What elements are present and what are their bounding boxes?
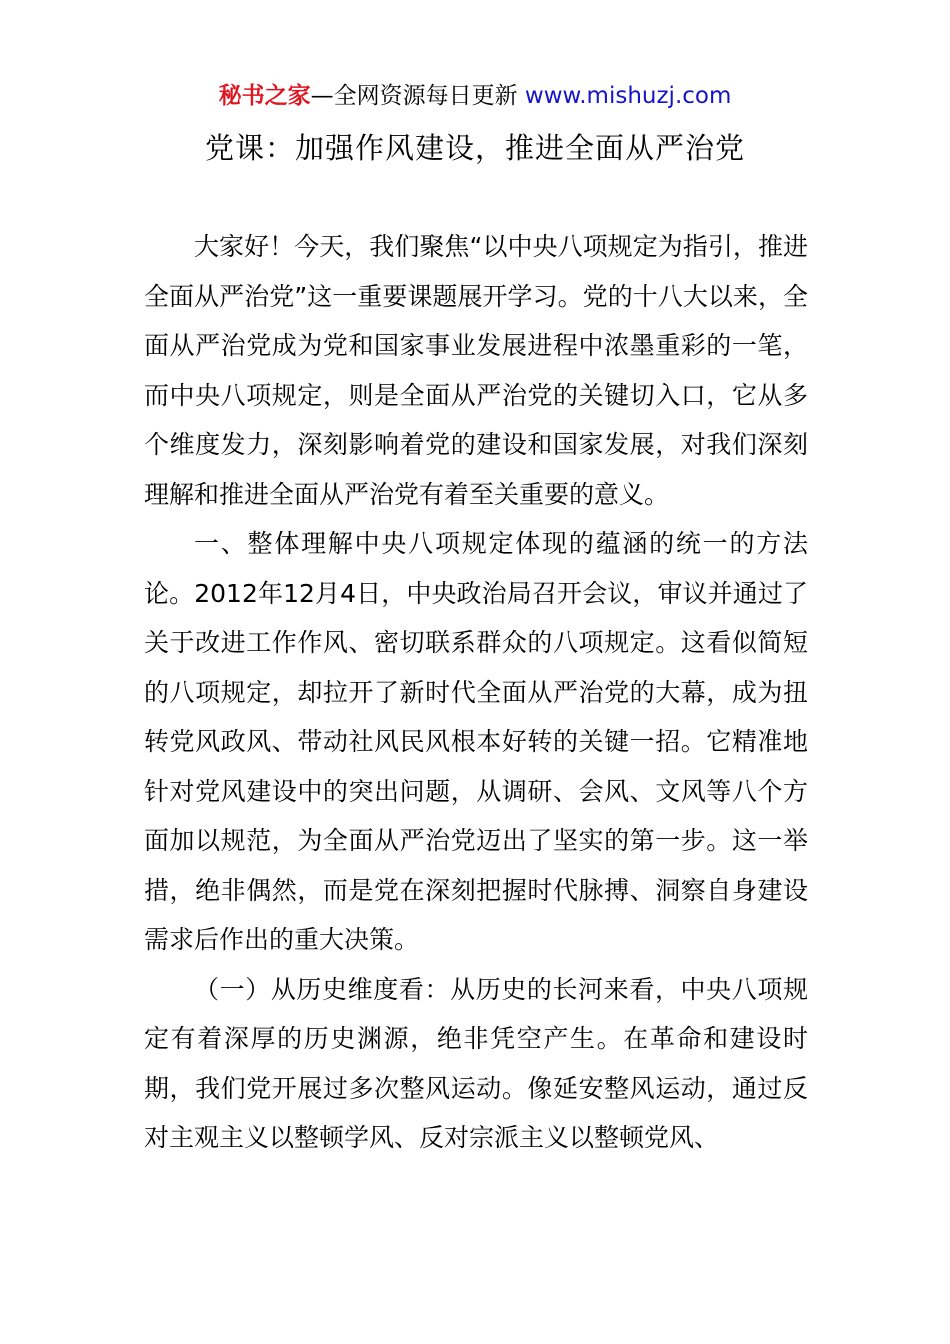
- paragraph-subsection-one: （一）从历史维度看：从历史的长河来看，中央八项规定有着深厚的历史渊源，绝非凭空产生。在革命和建设时期，我们党开展过多次整风运动。像延安整风运动，通过反对主观主义以整顿学风、反对宗派主义以整顿党风、: [144, 974, 808, 1152]
- paragraph-intro: 大家好！今天，我们聚焦“以中央八项规定为指引，推进全面从严治党”这一重要课题展开学习。党的十八大以来，全面从严治党成为党和国家事业发展进程中浓墨重彩的一笔，而中央八项规定，则是全面从严治党的关键切入口，它从多个维度发力，深刻影响着党的建设和国家发展，对我们深刻理解和推进全面从严治党有着至关重要的意义。: [144, 232, 808, 509]
- document-title: 党课：加强作风建设，推进全面从严治党: [204, 131, 745, 165]
- paragraph-section-one: 一、整体理解中央八项规定体现的蕴涵的统一的方法论。2012年12月4日，中央政治局召开会议，审议并通过了关于改进工作作风、密切联系群众的八项规定。这看似简短的八项规定，却拉开了新时代全面从严治党的大幕，成为扭转党风政风、带动社风民风根本好转的关键一招。它精准地针对党风建设中的突出问题，从调研、会风、文风等八个方面加以规范，为全面从严治党迈出了坚实的第一步。这一举措，绝非偶然，而是党在深刻把握时代脉搏、洞察自身建设需求后作出的重大决策。: [144, 529, 808, 954]
- site-header: [0, 80, 950, 112]
- header-tagline: —全网资源每日更新: [310, 83, 525, 109]
- brand-name: 秘书之家: [218, 83, 311, 109]
- site-url-link[interactable]: www.mishuzj.com: [524, 83, 732, 109]
- document-body: [144, 222, 808, 1163]
